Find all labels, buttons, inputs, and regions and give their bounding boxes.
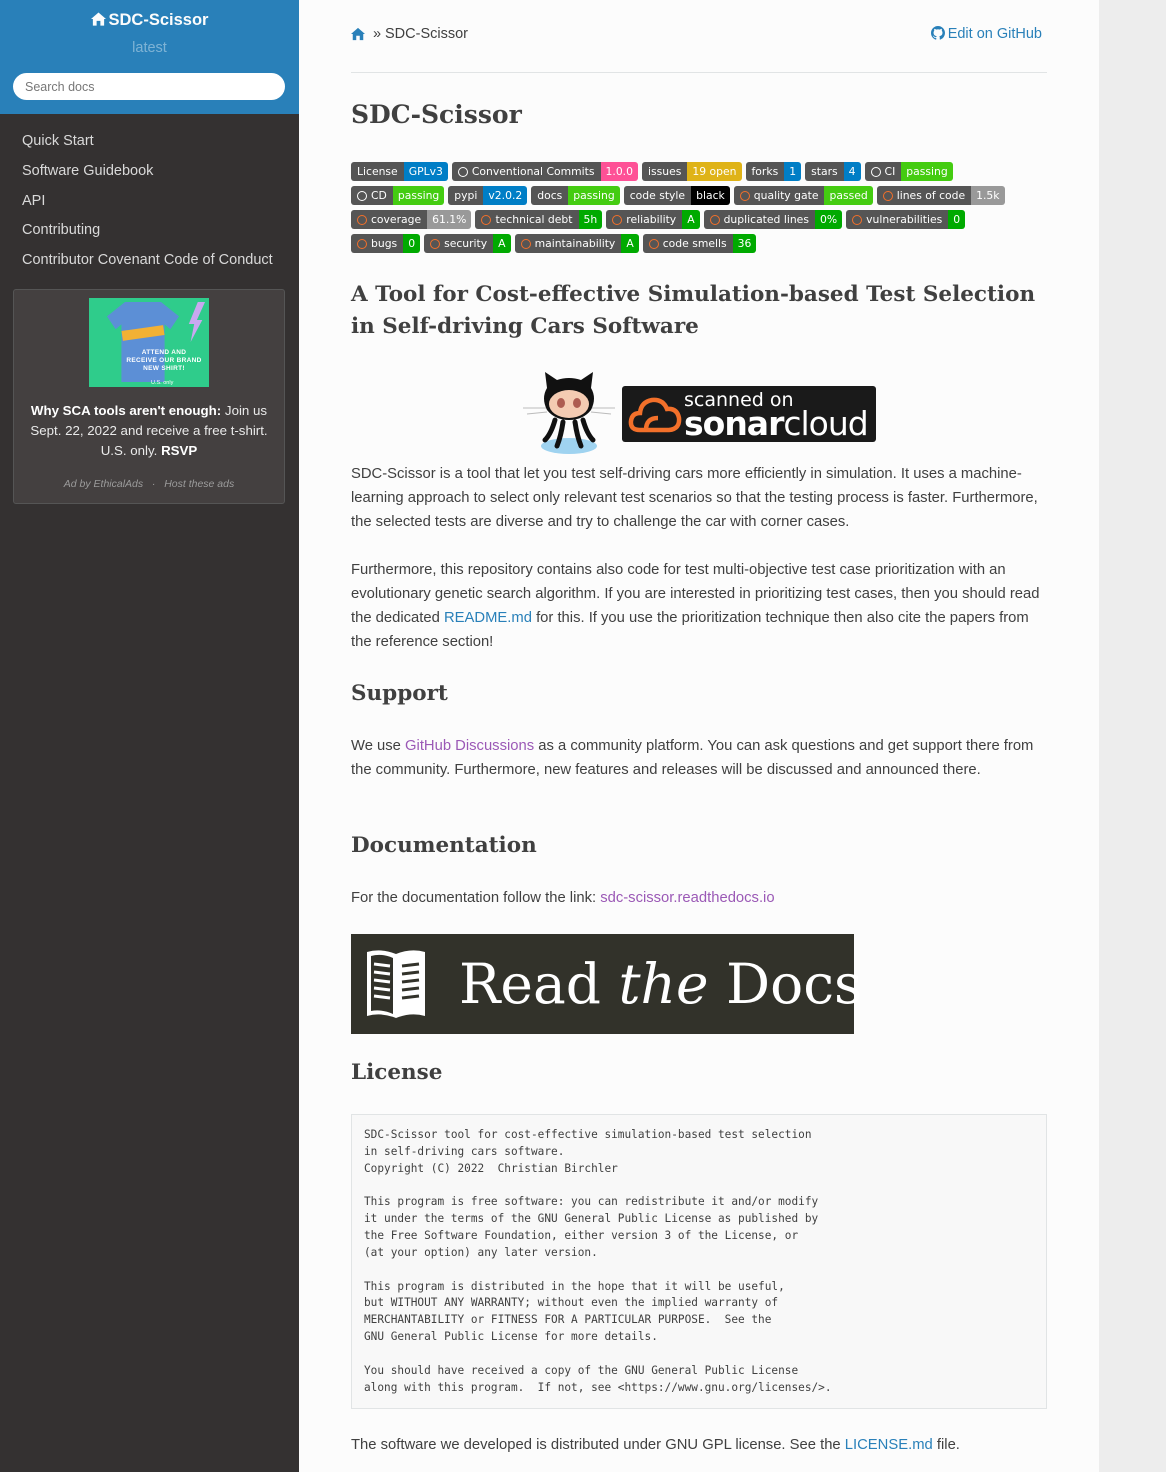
- sidebar-nav: [0, 127, 299, 276]
- project-name: SDC-Scissor: [108, 11, 209, 29]
- badge-area: [351, 162, 1047, 258]
- sonarcloud-icon: [612, 215, 622, 225]
- badge-label: security: [424, 234, 493, 253]
- ad-body: Join us Sept. 22, 2022 and receive a free t-shirt. U.S. only.: [30, 403, 268, 458]
- sidebar-item-api[interactable]: API: [22, 192, 46, 209]
- prioritization-paragraph: Furthermore, this repository contains also code for test multi-objective test case prioritization with an evolutionary genetic search algorithm. If you are interested in prioritizing test cases, then you should read the dedicated README.md for this. If you use the prioritization technique then also cite the papers from the reference section!: [351, 562, 1040, 650]
- lightning-icon: [187, 302, 205, 342]
- search-input[interactable]: [13, 73, 285, 100]
- badge-label: pypi: [448, 186, 483, 205]
- sonarcloud-icon: [740, 191, 750, 201]
- license-paragraph: The software we developed is distributed under GNU GPL license. See the LICENSE.md file.: [351, 1437, 960, 1453]
- sidebar-item-contributing[interactable]: Contributing: [22, 222, 101, 239]
- sonarcloud-cloud-icon: [628, 394, 682, 436]
- badge-value: 36: [733, 234, 757, 253]
- project-home-link[interactable]: [91, 11, 209, 30]
- github-icon: [931, 26, 945, 40]
- sidebar-item-code-of-conduct[interactable]: Contributor Covenant Code of Conduct: [22, 252, 273, 269]
- badge-row: [351, 186, 1047, 210]
- badge-forks[interactable]: [746, 162, 802, 181]
- sonar-wordmark: sonarcloud: [684, 404, 868, 443]
- badge-security[interactable]: [424, 234, 511, 253]
- sonarcloud-icon: [521, 239, 531, 249]
- ad-image[interactable]: [89, 298, 209, 387]
- read-the-docs-wordmark: Read the Docs: [459, 952, 863, 1016]
- sonarcloud-icon: [883, 191, 893, 201]
- documentation-paragraph: For the documentation follow the link: sdc-scissor.readthedocs.io: [351, 890, 775, 906]
- project-subtitle: A Tool for Cost-effective Simulation-based Test Selection in Self-driving Cars Software: [351, 282, 1036, 339]
- badge-value: v2.0.2: [483, 186, 527, 205]
- badge-label: code style: [624, 186, 691, 205]
- badge-reliability[interactable]: [606, 210, 699, 229]
- badge-cd[interactable]: [351, 186, 444, 205]
- host-ads-link[interactable]: Host these ads: [164, 478, 235, 490]
- badge-value: passed: [824, 186, 872, 205]
- badge-value: 0: [948, 210, 965, 229]
- badge-label: maintainability: [515, 234, 622, 253]
- badge-label: CD: [351, 186, 393, 205]
- license-text: SDC-Scissor tool for cost-effective simulation-based test selection in self-driving cars software. Copyright (C) 2022 Christian Birchler This program is free software: you can redistribute it and/or modify it under the terms of the GNU General Public License as published by the Free Software Foundation, either version 3 of the License, or (at your option) any later version. This program is distributed in the hope that it will be useful, but WITHOUT ANY WARRANTY; without even the implied warranty of MERCHANTABILITY or FITNESS FOR A PARTICULAR PURPOSE. See the GNU General Public License for more details. You should have received a copy of the GNU General Public License along with this program. If not, see <https://www.gnu.org/licenses/>.: [364, 1128, 832, 1394]
- badge-pypi[interactable]: [448, 186, 527, 205]
- ad-separator: ·: [151, 478, 156, 490]
- badge-label: Conventional Commits: [452, 162, 601, 181]
- badge-label: reliability: [606, 210, 682, 229]
- badge-coverage[interactable]: [351, 210, 471, 229]
- badge-label: vulnerabilities: [846, 210, 948, 229]
- ad-text[interactable]: [20, 401, 278, 461]
- sonar-scanned-on: scanned on: [684, 389, 794, 411]
- badge-issues[interactable]: [642, 162, 742, 181]
- sonarcloud-icon: [430, 239, 440, 249]
- badge-vulnerabilities[interactable]: [846, 210, 965, 229]
- badge-label: technical debt: [475, 210, 578, 229]
- readthedocs-link[interactable]: sdc-scissor.readthedocs.io: [600, 890, 775, 906]
- badge-quality-gate[interactable]: [734, 186, 873, 205]
- sidebar-header: [0, 0, 299, 114]
- badge-value: GPLv3: [404, 162, 448, 181]
- breadcrumb-separator: »: [373, 26, 382, 42]
- page-title: SDC-Scissor: [351, 100, 522, 129]
- sidebar-item-software-guidebook[interactable]: Software Guidebook: [22, 162, 154, 179]
- badge-conventional-commits[interactable]: [452, 162, 638, 181]
- badge-maintainability[interactable]: [515, 234, 639, 253]
- badge-row: [351, 162, 1047, 186]
- github-icon: [357, 191, 367, 201]
- badge-value: passing: [393, 186, 444, 205]
- badge-label: coverage: [351, 210, 427, 229]
- badge-row: [351, 210, 1047, 234]
- badge-lines-of-code[interactable]: [877, 186, 1005, 205]
- badge-bugs[interactable]: [351, 234, 420, 253]
- badge-value: 0: [403, 234, 420, 253]
- badge-code-style[interactable]: [624, 186, 730, 205]
- github-icon: [871, 167, 881, 177]
- badge-value: A: [621, 234, 638, 253]
- breadcrumb: [351, 0, 1047, 73]
- ad-by-link[interactable]: Ad by EthicalAds: [63, 478, 144, 490]
- sonarcloud-icon: [481, 215, 491, 225]
- badge-value: passing: [568, 186, 619, 205]
- main-content: [299, 0, 1099, 1472]
- ad-image-note: U.S. only: [151, 380, 174, 386]
- badge-code-smells[interactable]: [643, 234, 757, 253]
- badge-value: 5h: [579, 210, 603, 229]
- home-icon[interactable]: [351, 27, 365, 41]
- badge-value: 1: [784, 162, 801, 181]
- sidebar: [0, 0, 299, 1472]
- right-gutter: [1099, 0, 1166, 1472]
- badge-value: 19 open: [687, 162, 741, 181]
- badge-value: 61.1%: [427, 210, 471, 229]
- license-md-link[interactable]: LICENSE.md: [844, 1437, 933, 1453]
- badge-value: A: [493, 234, 510, 253]
- badge-technical-debt[interactable]: [475, 210, 602, 229]
- badge-ci[interactable]: [865, 162, 953, 181]
- support-heading: Support: [351, 681, 448, 706]
- version-label: latest: [132, 40, 167, 56]
- ad-headline: Why SCA tools aren't enough:: [30, 403, 222, 418]
- sonarcloud-icon: [357, 239, 367, 249]
- badge-license[interactable]: [351, 162, 448, 181]
- home-icon: [91, 12, 106, 26]
- badge-value: A: [682, 210, 699, 229]
- read-the-docs-banner[interactable]: [351, 934, 863, 1034]
- sonarcloud-badge[interactable]: [622, 386, 876, 442]
- license-heading: License: [351, 1060, 443, 1085]
- circle-icon: [458, 167, 468, 177]
- badge-label: bugs: [351, 234, 403, 253]
- badge-label: forks: [746, 162, 785, 181]
- badge-label: stars: [805, 162, 844, 181]
- badge-value: black: [691, 186, 730, 205]
- badge-label: duplicated lines: [704, 210, 815, 229]
- badge-duplicated-lines[interactable]: [704, 210, 843, 229]
- book-icon: [363, 944, 429, 1024]
- breadcrumb-current: SDC-Scissor: [385, 26, 468, 42]
- sonarcloud-icon: [649, 239, 659, 249]
- license-code-block: [351, 1114, 1047, 1409]
- octocat-logo[interactable]: [521, 368, 617, 458]
- badge-docs[interactable]: [531, 186, 619, 205]
- badge-value: 4: [844, 162, 861, 181]
- ad-image-text: ATTEND AND RECEIVE OUR BRAND NEW SHIRT!: [126, 349, 202, 372]
- ethical-ad: [13, 289, 285, 504]
- readme-link[interactable]: README.md: [443, 610, 532, 626]
- badge-label: quality gate: [734, 186, 825, 205]
- sonarcloud-icon: [357, 215, 367, 225]
- sonarcloud-icon: [710, 215, 720, 225]
- github-discussions-link[interactable]: GitHub Discussions: [405, 738, 535, 754]
- badge-value: 0%: [815, 210, 842, 229]
- badge-label: docs: [531, 186, 568, 205]
- badge-value: 1.0.0: [601, 162, 638, 181]
- ad-footer: [14, 478, 284, 490]
- sonarcloud-icon: [852, 215, 862, 225]
- badge-label: CI: [865, 162, 902, 181]
- badge-row: [351, 234, 1047, 258]
- badge-label: License: [351, 162, 404, 181]
- support-paragraph: We use GitHub Discussions as a community platform. You can ask questions and get support there from the community. Furthermore, new features and releases will be discussed and announced there.: [351, 738, 1034, 778]
- intro-paragraph: SDC-Scissor is a tool that let you test self-driving cars more efficiently in simulation. It uses a machine-learning approach to select only relevant test scenarios so that the testing process is faster. Furthermore, the selected tests are diverse and try to challenge the car with corner cases.: [351, 466, 1038, 530]
- badge-label: code smells: [643, 234, 733, 253]
- ad-cta: RSVP: [161, 443, 198, 458]
- sidebar-item-quick-start[interactable]: Quick Start: [22, 133, 94, 149]
- badge-value: passing: [901, 162, 952, 181]
- badge-value: 1.5k: [971, 186, 1004, 205]
- document: [351, 0, 1047, 1453]
- badge-stars[interactable]: [805, 162, 860, 181]
- edit-on-github-link[interactable]: Edit on GitHub: [931, 26, 1042, 42]
- badge-label: lines of code: [877, 186, 971, 205]
- badge-label: issues: [642, 162, 687, 181]
- documentation-heading: Documentation: [351, 833, 537, 858]
